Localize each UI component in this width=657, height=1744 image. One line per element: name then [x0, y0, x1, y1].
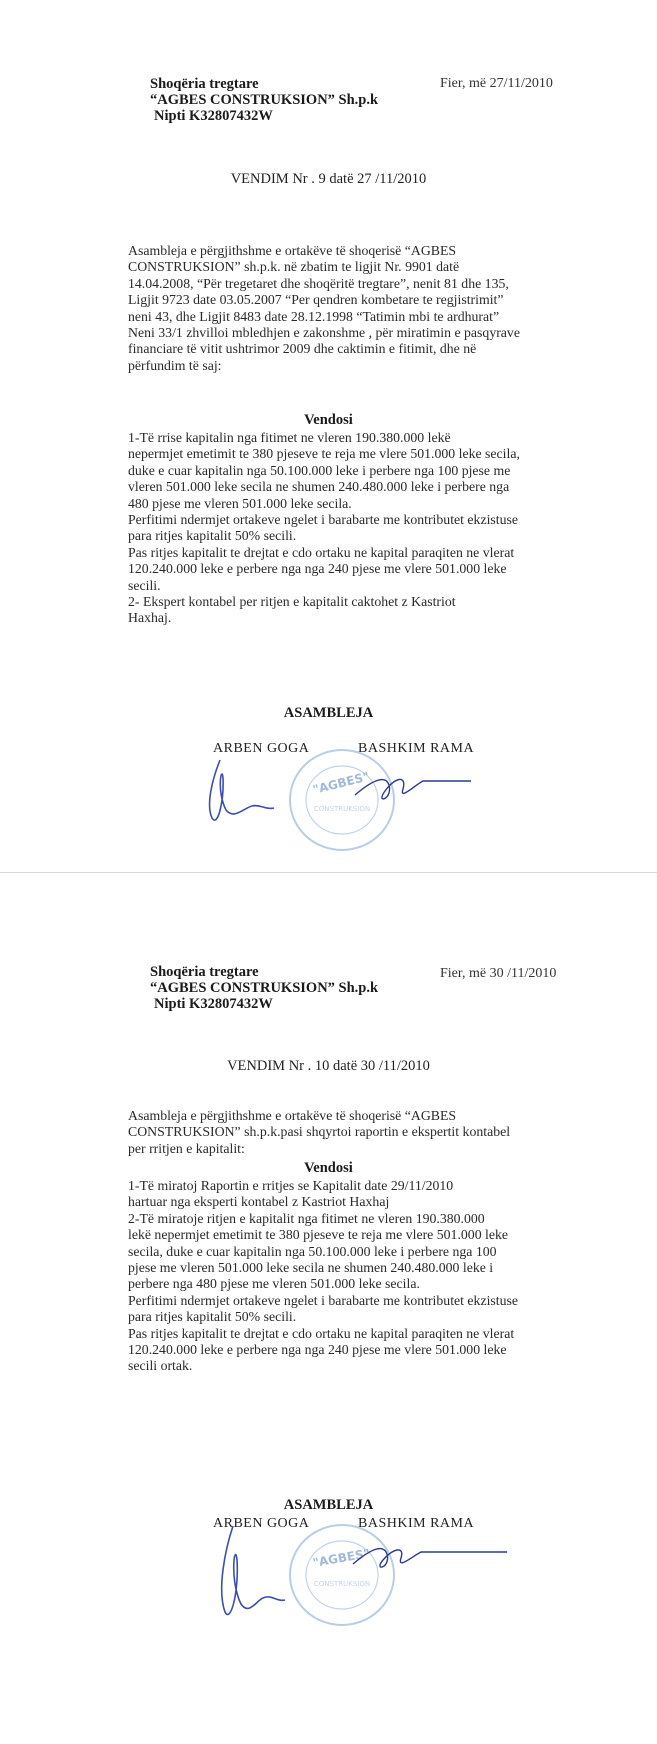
decision-body [128, 1178, 588, 1375]
decision-line: 1-Të rrise kapitalin nga fitimet ne vleren 190.380.000 lekë [128, 430, 451, 445]
decision-line: perbere nga 480 pjese me vleren 501.000 leke secila. [128, 1276, 420, 1292]
decision-line: 120.240.000 leke e perbere nga nga 240 pjese me vlere 501.000 leke [128, 1342, 507, 1358]
decision-line: hartuar nga eksperti kontabel z Kastriot Haxhaj [128, 1194, 390, 1210]
decision-line: secila, duke e cuar kapitalin nga 50.100.000 leke i perbere nga 100 [128, 1243, 497, 1259]
svg-text:"AGBES": "AGBES" [311, 1546, 371, 1570]
decision-title: VENDIM Nr . 10 datë 30 /11/2010 [227, 1058, 430, 1074]
decision-line: Pas ritjes kapitalit te drejtat e cdo ortaku ne kapital paraqiten ne vlerat [128, 544, 515, 560]
intro-line: per rritjen e kapitalit: [128, 1140, 245, 1156]
company-type: Shoqëria tregtare [150, 76, 259, 92]
intro-line: Asambleja e përgjithshme e ortakëve të shoqerisë “AGBES [128, 243, 457, 258]
company-header [150, 76, 378, 124]
decision-line: nepermjet emetimit te 380 pjeseve te reja me vlere 501.000 leke secila, [128, 446, 520, 462]
decision-line: duke e cuar kapitalin nga 50.100.000 leke i perbere nga 100 pjese me [128, 462, 511, 478]
company-name: “AGBES CONSTRUKSION” Sh.p.k [150, 980, 379, 996]
decision-line: 120.240.000 leke e perbere nga nga 240 pjese me vlere 501.000 leke [128, 561, 507, 577]
company-type: Shoqëria tregtare [150, 964, 259, 980]
decision-line: para ritjes kapitalit 50% secili. [128, 528, 297, 544]
company-name: “AGBES CONSTRUKSION” Sh.p.k [150, 92, 379, 108]
company-header [150, 964, 378, 1012]
company-nipt: Nipti K32807432W [154, 996, 273, 1012]
decision-line: secili ortak. [128, 1358, 193, 1374]
signature-1-icon [190, 750, 300, 830]
assembly-label: ASAMBLEJA [283, 705, 374, 721]
intro-line: Asambleja e përgjithshme e ortakëve të shoqerisë “AGBES [128, 1108, 457, 1123]
signature-2-icon [345, 1530, 515, 1580]
decision-title: VENDIM Nr . 9 datë 27 /11/2010 [230, 171, 427, 187]
company-nipt: Nipti K32807432W [154, 108, 273, 124]
decision-line: secili. [128, 577, 161, 593]
document-date: Fier, më 27/11/2010 [440, 76, 553, 91]
decision-heading: Vendosi [304, 412, 353, 428]
signer-2-name: BASHKIM RAMA [358, 1516, 475, 1531]
page-divider [0, 872, 657, 873]
decision-line: 1-Të miratoj Raportin e rritjes se Kapitalit date 29/11/2010 [128, 1178, 454, 1193]
decision-line: para ritjes kapitalit 50% secili. [128, 1309, 297, 1325]
signer-1-name: ARBEN GOGA [213, 741, 310, 756]
decision-line: vleren 501.000 leke secila ne shumen 240.480.000 leke i perbere nga [128, 479, 510, 495]
intro-line: Ligjit 9723 date 03.05.2007 “Per qendren kombetare te regjistrimit” [128, 292, 504, 308]
signature-2-icon [345, 755, 475, 815]
signer-2-name: BASHKIM RAMA [358, 741, 475, 756]
decision-line: Perfitimi ndermjet ortakeve ngelet i barabarte me kontributet ekzistuse [128, 1292, 519, 1308]
svg-text:"AGBES": "AGBES" [311, 769, 371, 797]
intro-line: Neni 33/1 zhvilloi mbledhjen e zakonshme , për miratimin e pasqyrave [128, 325, 520, 341]
decision-line: 2- Ekspert kontabel per ritjen e kapitalit caktohet z Kastriot [128, 594, 456, 610]
signature-1-icon [205, 1520, 315, 1630]
svg-text:CONSTRUKSION: CONSTRUKSION [313, 1580, 371, 1588]
svg-text:CONSTRUKSION: CONSTRUKSION [313, 805, 371, 813]
decision-line: 2-Të miratoje ritjen e kapitalit nga fitimet ne vleren 190.380.000 [128, 1210, 485, 1226]
intro-paragraph [128, 1108, 574, 1157]
decision-9-page [0, 0, 657, 870]
decision-line: Perfitimi ndermjet ortakeve ngelet i barabarte me kontributet ekzistuse [128, 512, 519, 528]
intro-paragraph [128, 243, 574, 374]
intro-line: CONSTRUKSION” sh.p.k. në zbatim te ligjit Nr. 9901 datë [128, 259, 460, 275]
decision-line: pjese me vleren 501.000 leke secila ne shumen 240.480.000 leke i [128, 1260, 494, 1276]
decision-line: lekë nepermjet emetimit te 380 pjeseve te reja me vlere 501.000 leke [128, 1227, 509, 1243]
document-date: Fier, më 30 /11/2010 [440, 966, 557, 981]
decision-heading: Vendosi [304, 1160, 353, 1176]
intro-line: financiare të vitit ushtrimor 2009 dhe caktimin e fitimit, dhe në [128, 341, 477, 357]
intro-line: përfundim të saj: [128, 357, 222, 373]
decision-line: Haxhaj. [128, 610, 172, 626]
assembly-label: ASAMBLEJA [283, 1497, 374, 1513]
intro-line: CONSTRUKSION” sh.p.k.pasi shqyrtoi raportin e ekspertit kontabel [128, 1124, 511, 1140]
intro-line: neni 43, dhe Ligjit 8483 date 28.12.1998 “Tatimin mbi te ardhurat” [128, 308, 500, 324]
decision-body [128, 430, 588, 627]
decision-10-page [0, 880, 657, 1744]
decision-line: 480 pjese me vleren 501.000 leke secila. [128, 495, 352, 511]
intro-line: 14.04.2008, “Për tregetaret dhe shoqëritë tregtare”, nenit 81 dhe 135, [128, 275, 509, 291]
decision-line: Pas ritjes kapitalit te drejtat e cdo ortaku ne kapital paraqiten ne vlerat [128, 1325, 515, 1341]
signer-1-name: ARBEN GOGA [213, 1516, 310, 1531]
